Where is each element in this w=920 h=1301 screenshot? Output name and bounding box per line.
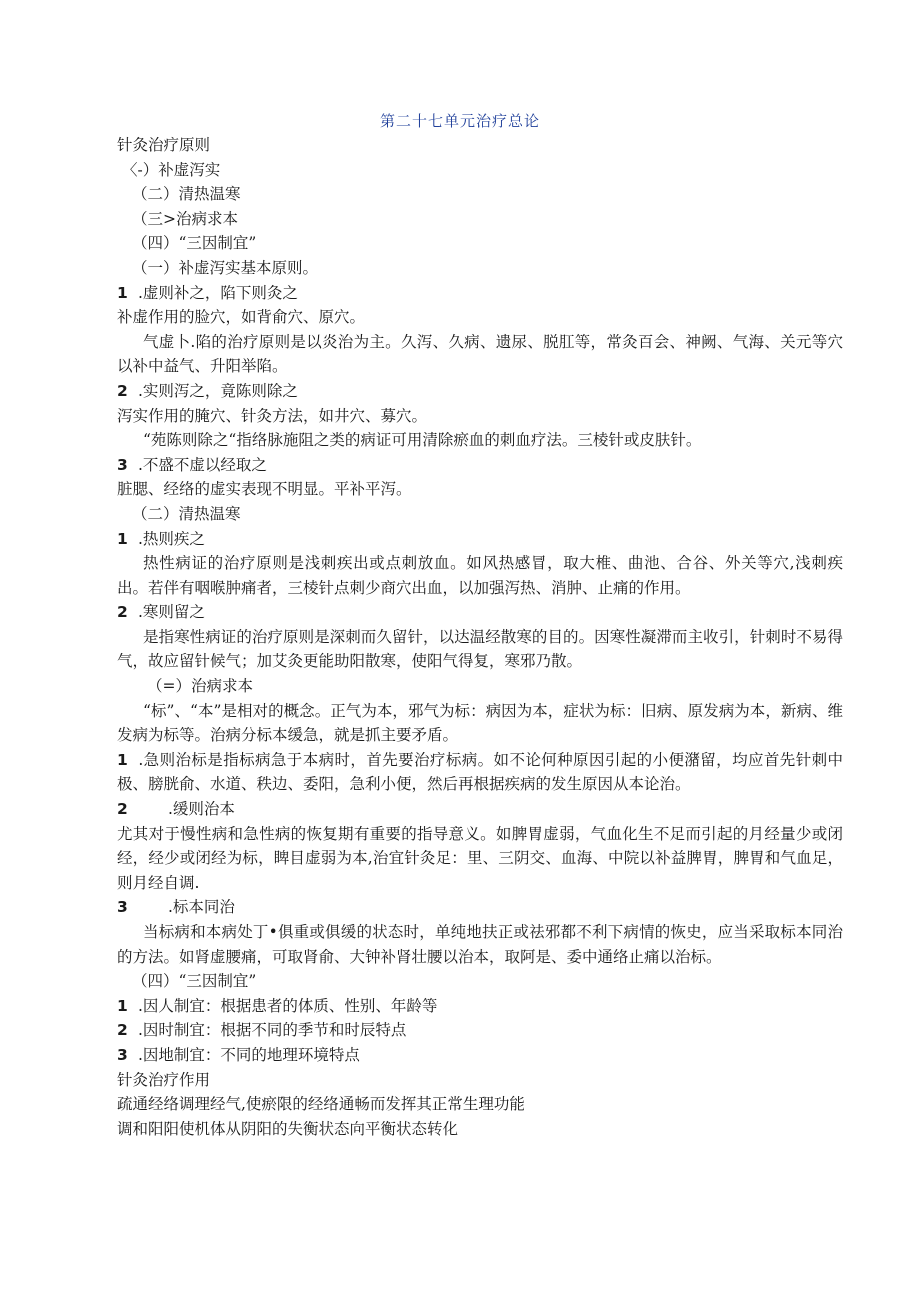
- item-title: .热则疾之: [137, 529, 205, 548]
- item-title: .不盛不虚以经取之: [137, 455, 267, 474]
- item-number: 3: [117, 898, 128, 917]
- toc-item-4: （四）“三因制宜”: [132, 234, 257, 253]
- paragraph: 当标病和本病处丁•俱重或俱缓的状态时，单纯地扶正或祛邪都不利下病情的恢史，应当采取标本同治的方法。如肾虚腰痛，可取肾俞、大钟补肾壮腰以治本，取阿是、委中通络止痛以治标。: [117, 923, 843, 966]
- item-number: 3: [117, 1045, 128, 1064]
- numbered-paragraph: [117, 748, 843, 797]
- item-title: .实则泻之，竟陈则除之: [137, 381, 298, 400]
- paragraph: “标”、“本”是相对的概念。正气为本，邪气为标：病因为本，症状为标：旧病、原发病为本，新病、维发病为标等。治病分标本缓急，就是抓主要矛盾。: [117, 701, 843, 745]
- paragraph: 气虚卜.陷的治疗原则是以炎治为主。久泻、久病、遗尿、脱肛等，常灸百会、神阙、气海、关元等穴以补中益气、升阳举陷。: [117, 332, 843, 376]
- section-heading-principles: 针灸治疗原则: [117, 136, 211, 154]
- numbered-item: [117, 1043, 843, 1068]
- numbered-item: [117, 527, 843, 552]
- subheading-bu-xu-xie-shi: （一）补虚泻实基本原则。: [132, 258, 319, 277]
- numbered-item: [117, 453, 843, 478]
- paragraph: 热性病证的治疗原则是浅刺疾出或点刺放血。如风热感冒，取大椎、曲池、合谷、外关等穴,浅刺疾出。若伴有咽喉肿痛者，三棱针点刺少商穴出血，以加强泻热、消肿、止痛的作用。: [117, 554, 843, 597]
- text-line: 补虚作用的脸穴，如背俞穴、原穴。: [117, 308, 366, 327]
- numbered-item: [117, 281, 843, 306]
- item-title: .缓则治本: [167, 800, 235, 819]
- text-line: 疏通经络调理经气,使瘀限的经络通畅而发挥其正常生理功能: [117, 1095, 525, 1114]
- item-title: .因人制宜：根据患者的体质、性别、年龄等: [137, 996, 438, 1015]
- item-number: 1: [117, 750, 128, 769]
- item-number: 1: [117, 529, 128, 548]
- item-number: 2: [117, 603, 128, 622]
- numbered-item: [117, 600, 843, 625]
- toc-item-2: （二）清热温寒: [132, 185, 241, 204]
- subheading-zhi-bing-qiu-ben: （=）治病求本: [147, 677, 253, 696]
- text-line: 脏腮、经络的虚实表现不明显。平补平泻。: [117, 480, 412, 499]
- numbered-item: [117, 379, 843, 404]
- page-title: 第二十七单元治疗总论: [379, 112, 540, 130]
- numbered-item: [117, 797, 843, 822]
- toc-item-1: 〈-）补虚泻实: [122, 160, 221, 179]
- item-number: 1: [117, 283, 128, 302]
- section-heading-effects: 针灸治疗作用: [117, 1070, 211, 1089]
- item-number: 2: [117, 1021, 128, 1040]
- document-body: [117, 133, 843, 1141]
- item-title: .因地制宜：不同的地理环境特点: [137, 1045, 360, 1064]
- paragraph: 是指寒性病证的治疗原则是深刺而久留针，以达温经散寒的目的。因寒性凝滞而主收引，针刺时不易得气，故应留针候气；加艾灸更能助阳散寒，使阳气得复，寒邪乃散。: [117, 627, 843, 671]
- subheading-qing-re-wen-han: （二）清热温寒: [132, 504, 241, 523]
- text-line: 泻实作用的腌穴、针灸方法，如井穴、募穴。: [117, 406, 428, 425]
- item-number: 2: [117, 800, 128, 819]
- item-title: .因时制宜：根据不同的季节和时辰特点: [137, 1021, 407, 1040]
- item-number: 3: [117, 455, 128, 474]
- toc-item-3: （三>治病求本: [132, 209, 238, 228]
- paragraph: 尤其对于慢性病和急性病的恢复期有重要的指导意义。如脾胃虚弱，气血化生不足而引起的月经量少或闭经，经少或闭经为标，睥目虚弱为本,治宜针灸足：里、三阴交、血海、中院以补益脾胃，脾胃和气血足，则月经自调.: [117, 824, 843, 892]
- item-title: .寒则留之: [137, 603, 205, 622]
- item-text: .急则治标是指标病急于本病时，首先要治疗标病。如不论何种原因引起的小便潴留，均应首先针刺中极、膀胱俞、水道、秩边、委阳，急利小便，然后再根据疾病的发生原因从本论治。: [117, 750, 843, 794]
- numbered-item: [117, 994, 843, 1019]
- numbered-item: [117, 1018, 843, 1043]
- item-title: .虚则补之，陷下则灸之: [137, 283, 298, 302]
- item-number: 2: [117, 381, 128, 400]
- item-title: .标本同治: [167, 898, 235, 917]
- subheading-san-yin-zhi-yi: （四）“三因制宜”: [132, 972, 257, 991]
- text-line: 调和阳阳使机体从阴阳的失衡状态向平衡状态转化: [117, 1119, 459, 1138]
- numbered-item: [117, 895, 843, 920]
- paragraph: “苑陈则除之“指络脉施阻之类的病证可用清除瘀血的刺血疗法。三棱针或皮肤针。: [143, 431, 702, 450]
- item-number: 1: [117, 996, 128, 1015]
